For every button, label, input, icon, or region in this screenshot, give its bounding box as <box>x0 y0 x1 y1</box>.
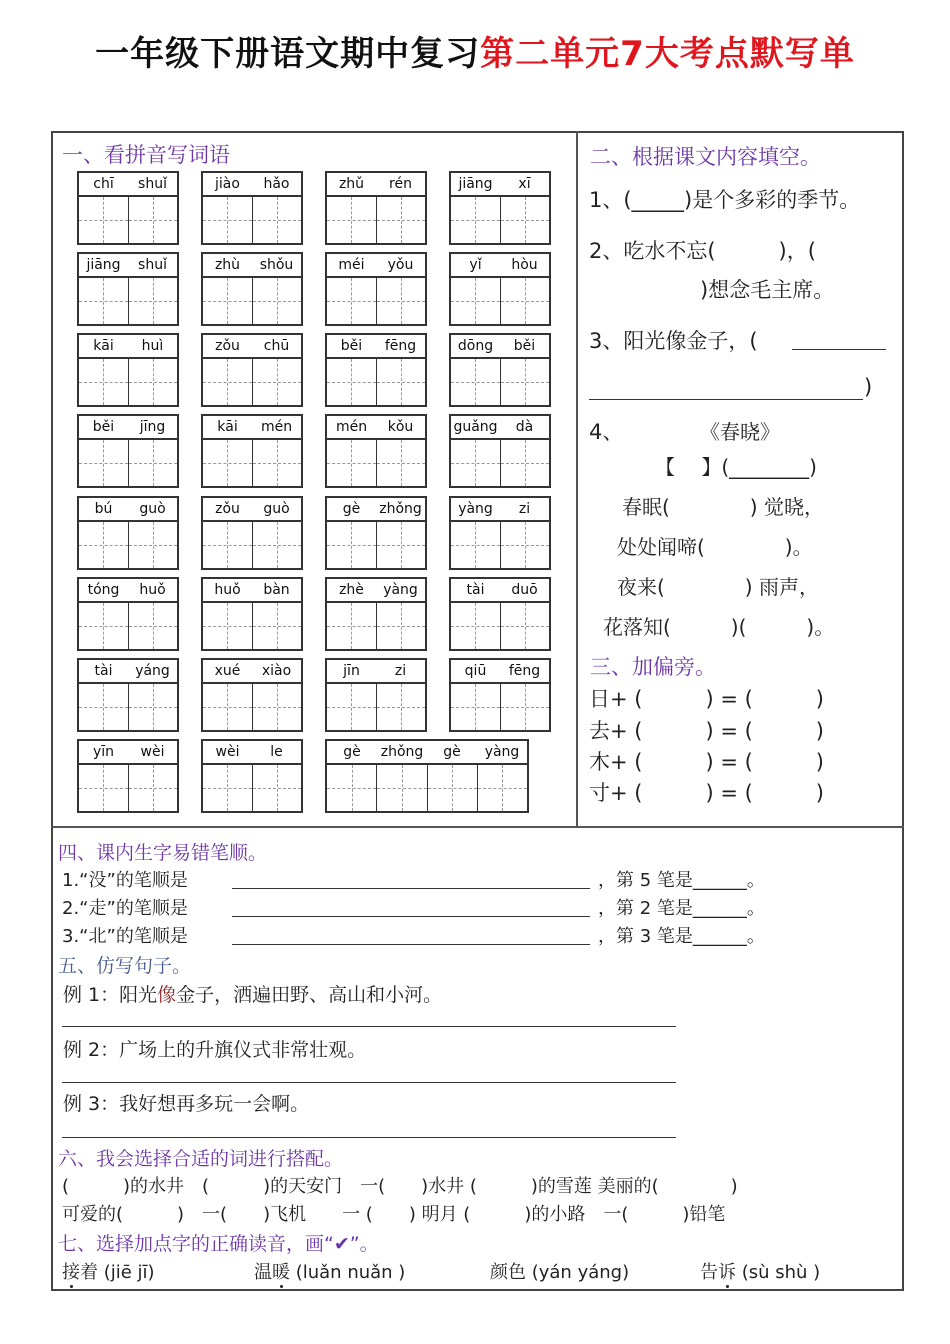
pinyin-label: duō <box>511 582 538 598</box>
answer-line[interactable] <box>589 399 863 400</box>
poem-author[interactable]: 【 】(________) <box>655 455 817 479</box>
writing-cell[interactable] <box>327 684 377 730</box>
pinyin-label: dà <box>515 419 534 435</box>
pinyin-label: yǐ <box>469 257 482 273</box>
word-box[interactable] <box>449 414 551 488</box>
word-box[interactable] <box>325 414 427 488</box>
pinyin-label: jiāng <box>458 176 493 192</box>
writing-cell[interactable] <box>377 278 426 324</box>
pinyin-label: kǒu <box>387 419 414 435</box>
writing-cell[interactable] <box>451 603 501 649</box>
writing-cell[interactable] <box>377 765 427 811</box>
pinyin-label: rén <box>389 176 412 192</box>
fill-question-1[interactable]: 1、(_____)是个多彩的季节。 <box>589 188 861 212</box>
word-box[interactable] <box>449 496 551 570</box>
pinyin-label: zhǔ <box>338 176 365 192</box>
word-box[interactable] <box>325 658 427 732</box>
section2-heading: 二、根据课文内容填空。 <box>590 145 821 169</box>
pinyin-label: běi <box>340 338 363 354</box>
word-row <box>77 739 557 813</box>
writing-cell[interactable] <box>377 197 426 243</box>
word-row <box>77 252 557 326</box>
writing-cell[interactable] <box>253 684 302 730</box>
word-box[interactable] <box>449 658 551 732</box>
writing-cell[interactable] <box>253 197 302 243</box>
writing-cell[interactable] <box>501 278 550 324</box>
stroke-tail[interactable]: ，第 2 笔是______。 <box>598 898 765 919</box>
answer-line[interactable] <box>62 1082 676 1083</box>
writing-cell[interactable] <box>451 278 501 324</box>
example-3: 例 3：我好想再多玩一会啊。 <box>63 1093 310 1115</box>
word-box[interactable] <box>201 333 303 407</box>
writing-cell[interactable] <box>129 278 178 324</box>
writing-cell[interactable] <box>327 359 377 405</box>
pronunciation-item[interactable]: 颜色 (yán yáng) <box>490 1262 630 1283</box>
writing-cell[interactable] <box>451 197 501 243</box>
pinyin-label: xī <box>518 176 531 192</box>
writing-cell[interactable] <box>428 765 478 811</box>
writing-cell[interactable] <box>501 684 550 730</box>
writing-cell[interactable] <box>253 603 302 649</box>
pinyin-label: zǒu <box>215 338 240 354</box>
pinyin-label: guǎng <box>453 419 498 435</box>
writing-cell[interactable] <box>501 197 550 243</box>
section7-heading: 七、选择加点字的正确读音，画“✔”。 <box>58 1233 379 1255</box>
writing-cell[interactable] <box>451 684 501 730</box>
word-row <box>77 577 557 651</box>
word-box[interactable] <box>201 739 303 813</box>
writing-cell[interactable] <box>377 684 426 730</box>
fill-question-2a[interactable]: 2、吃水不忘( )，( <box>589 239 816 263</box>
writing-cell[interactable] <box>129 522 178 568</box>
pinyin-label: le <box>270 744 283 760</box>
word-box[interactable] <box>77 496 179 570</box>
writing-cell[interactable] <box>79 197 129 243</box>
example-1: 例 1：阳光像金子，洒遍田野、高山和小河。 <box>63 984 443 1006</box>
writing-cell[interactable] <box>478 765 527 811</box>
fill-question-3[interactable]: 3、阳光像金子，( <box>589 329 758 353</box>
word-box[interactable] <box>201 414 303 488</box>
pinyin-label: zhǒng <box>380 744 424 760</box>
pinyin-label: zi <box>394 663 407 679</box>
radical-row[interactable]: 木+ ( ) = ( ) <box>589 750 824 774</box>
section3-heading: 三、加偏旁。 <box>590 655 716 679</box>
pinyin-label: jiào <box>215 176 240 192</box>
stroke-question: 3.“北”的笔顺是 <box>62 926 188 947</box>
word-box[interactable] <box>201 577 303 651</box>
writing-cell[interactable] <box>377 359 426 405</box>
word-box[interactable] <box>77 739 179 813</box>
writing-cell[interactable] <box>203 359 253 405</box>
pinyin-label: zi <box>518 501 531 517</box>
pinyin-label: xiào <box>261 663 292 679</box>
section5-heading: 五、仿写句子。 <box>58 955 192 977</box>
word-box[interactable] <box>325 333 427 407</box>
writing-cell[interactable] <box>501 359 550 405</box>
word-box[interactable] <box>201 496 303 570</box>
pinyin-label: jīn <box>343 663 360 679</box>
writing-cell[interactable] <box>203 684 253 730</box>
word-box[interactable] <box>325 252 427 326</box>
pinyin-label: tài <box>94 663 113 679</box>
writing-cell[interactable] <box>327 278 377 324</box>
fill-question-4: 4、 <box>589 420 624 444</box>
writing-cell[interactable] <box>501 440 550 486</box>
writing-cell[interactable] <box>253 765 302 811</box>
word-box[interactable] <box>77 333 179 407</box>
word-box[interactable] <box>449 333 551 407</box>
pinyin-label: mén <box>260 419 293 435</box>
writing-cell[interactable] <box>327 522 377 568</box>
writing-cell[interactable] <box>451 359 501 405</box>
pinyin-label: mén <box>335 419 368 435</box>
pinyin-label: fēng <box>384 338 417 354</box>
pinyin-label: huǒ <box>214 582 241 598</box>
horizontal-divider <box>51 826 904 828</box>
writing-cell[interactable] <box>203 765 253 811</box>
word-box[interactable] <box>77 577 179 651</box>
answer-line[interactable] <box>232 944 590 945</box>
poem-title: 《春晓》 <box>700 420 780 444</box>
poem-line[interactable]: 夜来( ) 雨声， <box>617 575 819 599</box>
writing-cell[interactable] <box>253 440 302 486</box>
writing-cell[interactable] <box>129 603 178 649</box>
pinyin-label: kāi <box>217 419 238 435</box>
pinyin-label: guò <box>263 501 290 517</box>
answer-line[interactable] <box>232 888 590 889</box>
pinyin-label: yǒu <box>387 257 414 273</box>
section6-heading: 六、我会选择合适的词进行搭配。 <box>58 1148 344 1170</box>
word-box[interactable] <box>449 252 551 326</box>
writing-cell[interactable] <box>79 684 129 730</box>
answer-line[interactable] <box>232 916 590 917</box>
pinyin-label: tài <box>466 582 485 598</box>
pinyin-label: tóng <box>87 582 120 598</box>
pronunciation-item[interactable]: 接着 (jiē jī) <box>62 1262 155 1283</box>
answer-line[interactable] <box>62 1026 676 1027</box>
writing-cell[interactable] <box>79 359 129 405</box>
writing-cell[interactable] <box>451 440 501 486</box>
writing-cell[interactable] <box>79 278 129 324</box>
pinyin-label: fēng <box>508 663 541 679</box>
stroke-tail[interactable]: ，第 3 笔是______。 <box>598 926 765 947</box>
stroke-question: 2.“走”的笔顺是 <box>62 898 188 919</box>
pinyin-label: yáng <box>135 663 170 679</box>
writing-cell[interactable] <box>129 197 178 243</box>
pinyin-label: huǒ <box>139 582 166 598</box>
writing-cell[interactable] <box>327 603 377 649</box>
writing-cell[interactable] <box>79 522 129 568</box>
writing-cell[interactable] <box>129 359 178 405</box>
pinyin-label: gè <box>342 501 361 517</box>
word-box[interactable] <box>77 414 179 488</box>
pinyin-label: shǒu <box>259 257 294 273</box>
pinyin-label: wèi <box>140 744 165 760</box>
writing-cell[interactable] <box>129 765 178 811</box>
vertical-divider <box>576 131 578 828</box>
writing-cell[interactable] <box>501 522 550 568</box>
pinyin-label: shuǐ <box>138 257 167 273</box>
writing-cell[interactable] <box>203 278 253 324</box>
writing-cell[interactable] <box>129 440 178 486</box>
pinyin-label: gè <box>343 744 361 760</box>
writing-cell[interactable] <box>327 765 377 811</box>
example-2: 例 2：广场上的升旗仪式非常壮观。 <box>63 1039 367 1061</box>
stroke-question: 1.“没”的笔顺是 <box>62 870 188 891</box>
match-line-1[interactable]: ( )的水井 ( )的天安门 一( )水井 ( )的雪莲 美丽的( ) <box>62 1176 738 1197</box>
pinyin-label: zǒu <box>215 501 240 517</box>
radical-row[interactable]: 去+ ( ) = ( ) <box>589 719 824 743</box>
pinyin-label: zhè <box>339 582 364 598</box>
writing-cell[interactable] <box>377 522 426 568</box>
word-box[interactable] <box>449 577 551 651</box>
pinyin-label: wèi <box>215 744 240 760</box>
pinyin-label: bàn <box>263 582 290 598</box>
word-row <box>77 658 557 732</box>
writing-cell[interactable] <box>129 684 178 730</box>
pinyin-label: běi <box>513 338 536 354</box>
word-box[interactable] <box>325 171 427 245</box>
radical-row[interactable]: 日+ ( ) = ( ) <box>589 687 824 711</box>
writing-cell[interactable] <box>253 278 302 324</box>
writing-cell[interactable] <box>79 765 129 811</box>
writing-cell[interactable] <box>253 359 302 405</box>
pronunciation-item[interactable]: 温暖 (luǎn nuǎn ) <box>254 1262 406 1283</box>
word-row <box>77 496 557 570</box>
writing-cell[interactable] <box>377 603 426 649</box>
pinyin-label: xué <box>214 663 241 679</box>
pinyin-label: hòu <box>511 257 538 273</box>
pinyin-label: chī <box>93 176 114 192</box>
writing-cell[interactable] <box>327 440 377 486</box>
word-box[interactable] <box>325 496 427 570</box>
pinyin-label: gè <box>443 744 461 760</box>
writing-cell[interactable] <box>501 603 550 649</box>
pinyin-label: bú <box>94 501 113 517</box>
poem-line[interactable]: 花落知( )( )。 <box>603 615 835 639</box>
answer-line[interactable] <box>62 1137 676 1138</box>
writing-cell[interactable] <box>253 522 302 568</box>
writing-cell[interactable] <box>79 603 129 649</box>
writing-cell[interactable] <box>327 197 377 243</box>
pinyin-label: zhù <box>214 257 241 273</box>
pinyin-label: běi <box>92 419 115 435</box>
word-box[interactable] <box>449 171 551 245</box>
pinyin-label: yàng <box>484 744 520 760</box>
word-row <box>77 171 557 245</box>
pinyin-label: chū <box>263 338 290 354</box>
pinyin-label: zhǒng <box>379 501 422 517</box>
writing-cell[interactable] <box>203 522 253 568</box>
page-title: 一年级下册语文期中复习第二单元7大考点默写单 <box>95 34 855 74</box>
pinyin-label: huì <box>141 338 164 354</box>
poem-line[interactable]: 处处闻啼( )。 <box>617 535 813 559</box>
word-box[interactable] <box>77 658 179 732</box>
match-line-2[interactable]: 可爱的( ) 一( )飞机 一 ( ) 明月 ( )的小路 一( )铅笔 <box>62 1204 726 1225</box>
fill-question-2b[interactable]: )想念毛主席。 <box>700 278 835 302</box>
writing-cell[interactable] <box>203 440 253 486</box>
word-box[interactable] <box>77 252 179 326</box>
word-box[interactable] <box>77 171 179 245</box>
writing-cell[interactable] <box>203 603 253 649</box>
section4-heading: 四、课内生字易错笔顺。 <box>58 842 268 864</box>
fill-question-3-end: ) <box>864 375 873 399</box>
pinyin-label: jīng <box>139 419 166 435</box>
word-box[interactable] <box>201 252 303 326</box>
pronunciation-item[interactable]: 告诉 (sù shù ) <box>700 1262 821 1283</box>
section1-heading: 一、看拼音写词语 <box>62 143 230 167</box>
word-row <box>77 414 557 488</box>
stroke-tail[interactable]: ，第 5 笔是______。 <box>598 870 765 891</box>
pinyin-label: méi <box>338 257 365 273</box>
pinyin-label: yàng <box>383 582 418 598</box>
answer-line[interactable] <box>792 349 886 350</box>
writing-cell[interactable] <box>377 440 426 486</box>
word-box[interactable] <box>325 739 529 813</box>
word-box[interactable] <box>325 577 427 651</box>
pinyin-label: shuǐ <box>138 176 167 192</box>
word-row <box>77 333 557 407</box>
pinyin-label: hǎo <box>263 176 290 192</box>
poem-line[interactable]: 春眠( ) 觉晓， <box>622 495 824 519</box>
writing-cell[interactable] <box>451 522 501 568</box>
pinyin-label: yīn <box>92 744 115 760</box>
word-box[interactable] <box>201 171 303 245</box>
radical-row[interactable]: 寸+ ( ) = ( ) <box>589 781 824 805</box>
pinyin-label: yàng <box>458 501 493 517</box>
pinyin-label: guò <box>139 501 166 517</box>
pinyin-label: dōng <box>457 338 494 354</box>
pinyin-label: qiū <box>464 663 487 679</box>
writing-cell[interactable] <box>203 197 253 243</box>
word-box[interactable] <box>201 658 303 732</box>
pinyin-label: kāi <box>93 338 114 354</box>
writing-cell[interactable] <box>79 440 129 486</box>
pinyin-label: jiāng <box>86 257 121 273</box>
